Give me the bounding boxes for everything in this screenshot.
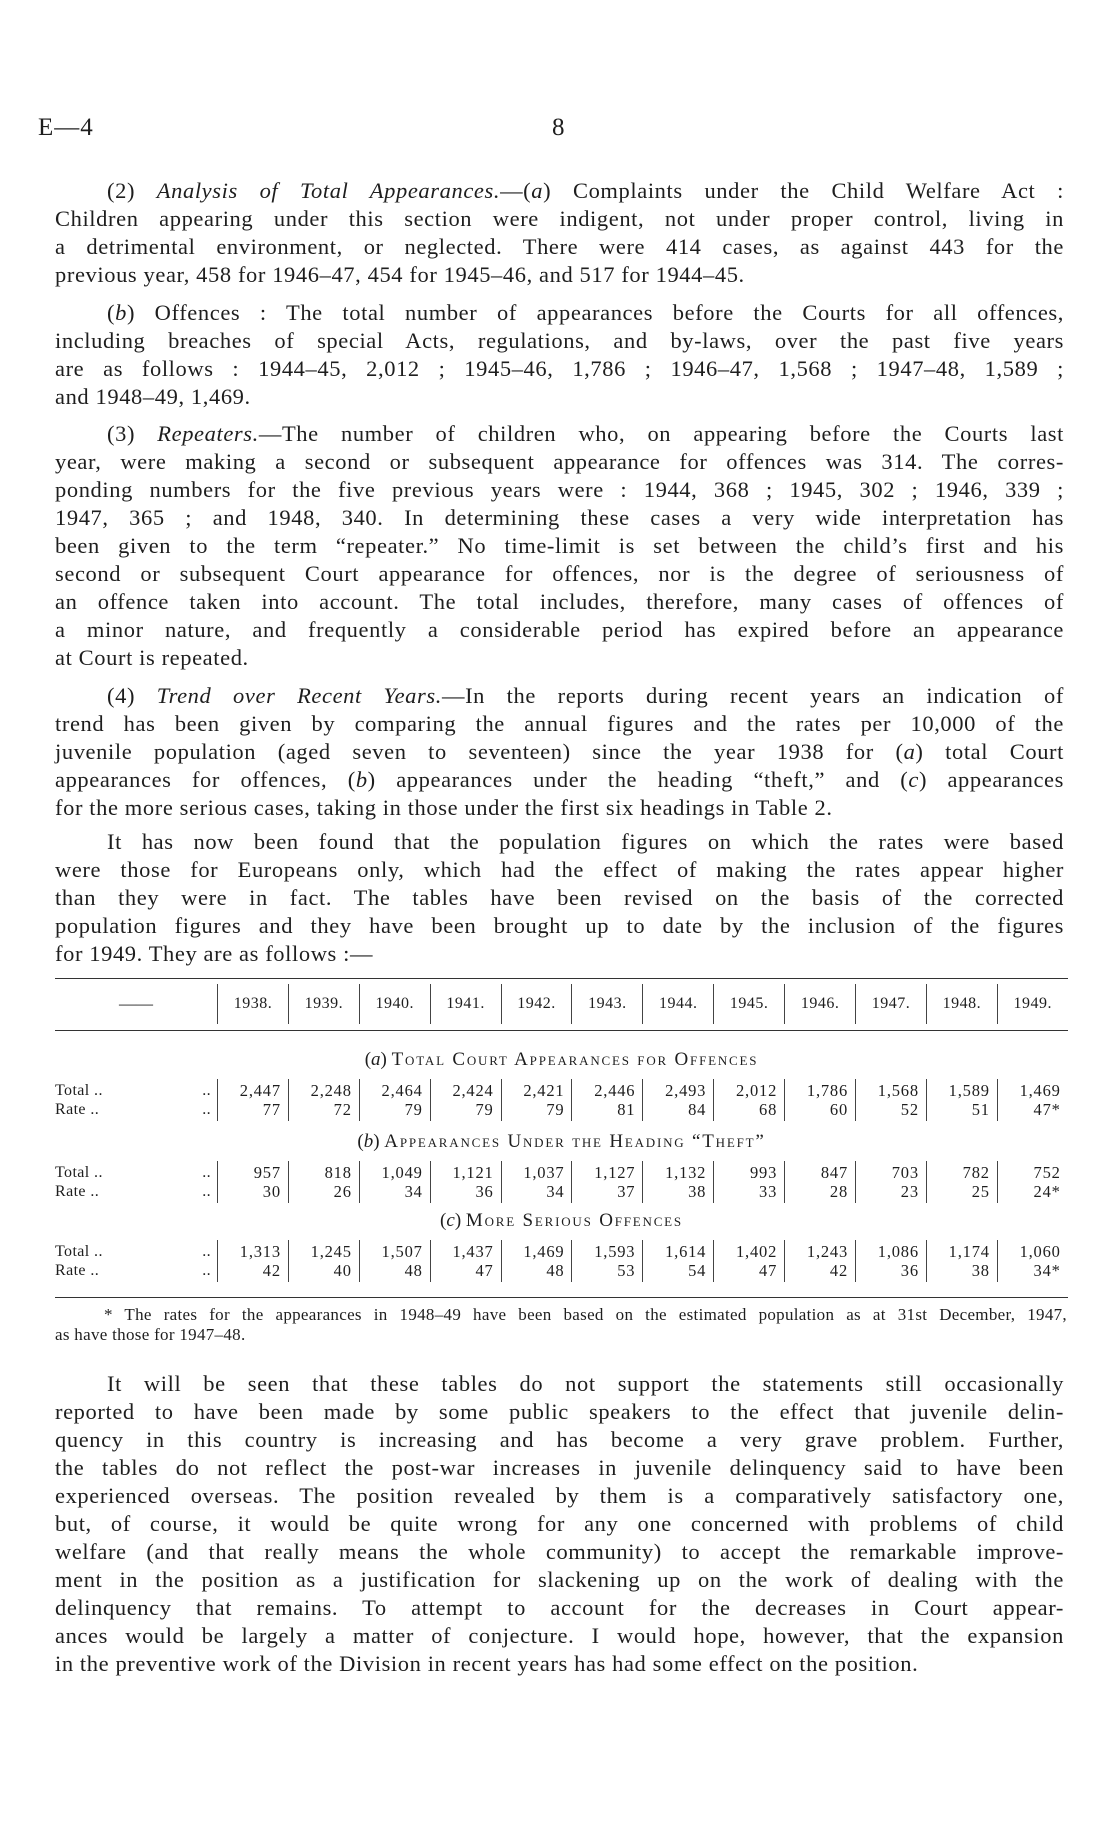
table-cell: 703 [855, 1161, 926, 1182]
table-cell: 26 [288, 1182, 359, 1203]
paragraph-analysis-of-appearances [55, 177, 1064, 289]
text-line: were those for Europeans only, which had the effect of making the rates appear higher [55, 857, 1064, 882]
small-caps-run: More Serious Offences [465, 1210, 683, 1231]
text-run: (4) [107, 683, 157, 708]
table-cell: 1,060 [997, 1240, 1068, 1261]
year-column-header: 1939. [288, 984, 359, 1024]
table-cell: 2,424 [430, 1079, 501, 1100]
text-line [55, 299, 1064, 327]
table-cell: 47* [997, 1100, 1068, 1121]
leader-dots: .. [202, 1101, 211, 1118]
table-cell: 42 [217, 1261, 288, 1282]
table-cell: 1,469 [501, 1240, 572, 1261]
table-section-data [55, 1161, 1068, 1203]
text-line: but, of course, it would be quite wrong for any one concerned with problems of child [55, 1511, 1064, 1536]
table-corner-dash: —— [119, 994, 153, 1013]
text-line: population figures and they have been brought up to date by the inclusion of the figures [55, 913, 1064, 938]
paragraph-trend-over-recent-years [55, 682, 1064, 822]
text-line [55, 766, 1064, 794]
text-run: ( [364, 1049, 372, 1070]
section-reference: E—4 [38, 114, 94, 141]
italic-run: Trend over Recent Years. [156, 683, 442, 708]
text-line [55, 682, 1064, 710]
text-line: than they were in fact. The tables have been revised on the basis of the corrected [55, 885, 1064, 910]
table-cell: 23 [855, 1182, 926, 1203]
table-cell: 37 [571, 1182, 642, 1203]
text-line: delinquency that remains. To attempt to account for the decreases in Court appear- [55, 1595, 1064, 1620]
text-run: (3) [107, 421, 158, 446]
table-cell: 51 [926, 1100, 997, 1121]
paragraph-conclusion [55, 1370, 1064, 1678]
text-line: the tables do not reflect the post-war increases in juvenile delinquency said to have been [55, 1455, 1064, 1480]
year-column-header: 1946. [784, 984, 855, 1024]
table-cell: 1,127 [571, 1161, 642, 1182]
table-cell: 52 [855, 1100, 926, 1121]
text-line [55, 738, 1064, 766]
text-line: year, were making a second or subsequent appearance for offences was 314. The corres- [55, 449, 1064, 474]
table-cell: 1,568 [855, 1079, 926, 1100]
year-column-header: 1942. [501, 984, 572, 1024]
table-cell: 79 [359, 1100, 430, 1121]
year-column-header: 1947. [855, 984, 926, 1024]
italic-run: c [446, 1210, 455, 1231]
table-cell: 2,446 [571, 1079, 642, 1100]
table-cell: 33 [713, 1182, 784, 1203]
table-cell: 38 [926, 1261, 997, 1282]
text-line: It will be seen that these tables do not support the statements still occasionally [107, 1371, 1064, 1396]
table-top-rule [55, 978, 1068, 979]
row-label [55, 1182, 217, 1203]
row-label [55, 1161, 217, 1182]
text-line: Children appearing under this section were indigent, not under proper control, living in [55, 206, 1064, 231]
row-label [55, 1240, 217, 1261]
table-cell: 28 [784, 1182, 855, 1203]
row-label [55, 1079, 217, 1100]
table-cell: 48 [359, 1261, 430, 1282]
text-line: an offence taken into account. The total includes, therefore, many cases of offences of [55, 589, 1064, 614]
italic-run: c [908, 767, 919, 792]
row-label [55, 1100, 217, 1121]
table-cell: 47 [430, 1261, 501, 1282]
table-row [55, 1161, 1068, 1182]
table-row [55, 1261, 1068, 1282]
table-cell: 1,243 [784, 1240, 855, 1261]
table-cell: 77 [217, 1100, 288, 1121]
text-line: been given to the term “repeater.” No time-limit is set between the child’s first and his [55, 533, 1064, 558]
text-run: ( [357, 1131, 364, 1152]
leader-dots: .. [202, 1183, 211, 1200]
table-cell: 36 [855, 1261, 926, 1282]
table-cell: 34 [501, 1182, 572, 1203]
text-line: * The rates for the appearances in 1948–49 have been based on the estimated population as at 31st December, 1947, [104, 1305, 1067, 1324]
leader-dots: .. [202, 1164, 211, 1181]
italic-run: b [115, 300, 127, 325]
text-line [55, 420, 1064, 448]
table-cell: 53 [571, 1261, 642, 1282]
table-cell: 1,402 [713, 1240, 784, 1261]
row-label-text: Total .. [55, 1164, 103, 1181]
text-run: appearances for offences, ( [55, 767, 356, 792]
appearances-table [55, 976, 1068, 1302]
paragraph-offences [55, 299, 1064, 411]
table-cell: 1,614 [642, 1240, 713, 1261]
table-cell: 2,464 [359, 1079, 430, 1100]
table-section-title [55, 1048, 1068, 1072]
table-section-data [55, 1240, 1068, 1282]
year-column-header: 1949. [997, 984, 1068, 1024]
table-cell: 34 [359, 1182, 430, 1203]
table-cell: 1,132 [642, 1161, 713, 1182]
table-cell: 79 [430, 1100, 501, 1121]
table-cell: 84 [642, 1100, 713, 1121]
text-line: ances would be largely a matter of conjecture. I would hope, however, that the expansion [55, 1623, 1064, 1648]
table-row [55, 1100, 1068, 1121]
text-line: including breaches of special Acts, regulations, and by-laws, over the past five years [55, 328, 1064, 353]
table-section-title [55, 1209, 1068, 1233]
table-cell: 2,012 [713, 1079, 784, 1100]
table-cell: 72 [288, 1100, 359, 1121]
table-cell: 36 [430, 1182, 501, 1203]
text-line: 1947, 365 ; and 1948, 340. In determining these cases a very wide interpretation has [55, 505, 1064, 530]
table-section-theft [55, 1130, 1068, 1210]
table-section-total-court-appearances [55, 1048, 1068, 1128]
table-section-data [55, 1079, 1068, 1121]
year-column-header: 1948. [926, 984, 997, 1024]
text-line: ponding numbers for the five previous years were : 1944, 368 ; 1945, 302 ; 1946, 339 ; [55, 477, 1064, 502]
text-run: —In the reports during recent years an indication of [441, 683, 1064, 708]
italic-run: a [371, 1049, 381, 1070]
text-run: ) Complaints under the Child Welfare Act : [543, 178, 1064, 203]
text-run: ( [440, 1210, 447, 1231]
table-section-more-serious-offences [55, 1209, 1068, 1289]
leader-dots: .. [202, 1262, 211, 1279]
table-cell: 24* [997, 1182, 1068, 1203]
table-cell: 1,037 [501, 1161, 572, 1182]
text-line: ment in the position as a justification for slackening up on the work of dealing with the [55, 1567, 1064, 1592]
text-line: and 1948–49, 1,469. [55, 384, 251, 409]
leader-dots: .. [202, 1082, 211, 1099]
text-run: ) total Court [915, 739, 1064, 764]
paragraph-repeaters [55, 420, 1064, 672]
table-section-title [55, 1130, 1068, 1154]
row-label-text: Rate .. [55, 1101, 100, 1118]
text-line: welfare (and that really means the whole community) to accept the remarkable improve- [55, 1539, 1064, 1564]
table-cell: 79 [501, 1100, 572, 1121]
table-bottom-rule [55, 1297, 1068, 1298]
table-cell: 81 [571, 1100, 642, 1121]
text-line: as have those for 1947–48. [55, 1325, 246, 1344]
table-cell: 25 [926, 1182, 997, 1203]
text-line: a detrimental environment, or neglected. There were 414 cases, as against 443 for the [55, 234, 1064, 259]
table-cell: 38 [642, 1182, 713, 1203]
text-line: reported to have been made by some public speakers to the effect that juvenile delin- [55, 1399, 1064, 1424]
table-cell: 818 [288, 1161, 359, 1182]
text-run: ) Offences : The total number of appearances before the Courts for all offences, [126, 300, 1064, 325]
table-cell: 40 [288, 1261, 359, 1282]
table-cell: 2,248 [288, 1079, 359, 1100]
table-header-rule [55, 1030, 1068, 1031]
text-line: a minor nature, and frequently a considerable period has expired before an appearance [55, 617, 1064, 642]
text-line: experienced overseas. The position revealed by them is a comparatively satisfactory one, [55, 1483, 1064, 1508]
italic-run: b [355, 767, 368, 792]
table-cell: 1,469 [997, 1079, 1068, 1100]
table-cell: 1,121 [430, 1161, 501, 1182]
table-cell: 30 [217, 1182, 288, 1203]
italic-run: a [903, 739, 916, 764]
table-cell: 993 [713, 1161, 784, 1182]
text-line: trend has been given by comparing the annual figures and the rates per 10,000 of the [55, 711, 1064, 736]
table-footnote [55, 1305, 1067, 1345]
table-cell: 47 [713, 1261, 784, 1282]
table-cell: 782 [926, 1161, 997, 1182]
text-line: for 1949. They are as follows :— [55, 941, 374, 966]
table-cell: 2,493 [642, 1079, 713, 1100]
table-cell: 48 [501, 1261, 572, 1282]
italic-run: a [531, 178, 544, 203]
italic-run: Analysis of Total Appearances. [156, 178, 501, 203]
row-label-text: Rate .. [55, 1183, 100, 1200]
text-line: It has now been found that the population figures on which the rates were based [107, 829, 1064, 854]
text-line: at Court is repeated. [55, 645, 249, 670]
year-column-header: 1944. [642, 984, 713, 1024]
table-cell: 68 [713, 1100, 784, 1121]
row-label-text: Rate .. [55, 1262, 100, 1279]
table-cell: 60 [784, 1100, 855, 1121]
italic-run: Repeaters. [157, 421, 259, 446]
text-line: in the preventive work of the Division in recent years has had some effect on the position. [55, 1651, 919, 1676]
table-cell: 1,786 [784, 1079, 855, 1100]
table-row [55, 1079, 1068, 1100]
table-cell: 1,174 [926, 1240, 997, 1261]
leader-dots: .. [202, 1243, 211, 1260]
table-cell: 1,049 [359, 1161, 430, 1182]
table-cell: 2,421 [501, 1079, 572, 1100]
table-cell: 957 [217, 1161, 288, 1182]
table-cell: 54 [642, 1261, 713, 1282]
table-cell: 1,437 [430, 1240, 501, 1261]
row-label-text: Total .. [55, 1243, 103, 1260]
text-run: juvenile population (aged seven to seventeen) since the year 1938 for ( [55, 739, 904, 764]
table-row [55, 1240, 1068, 1261]
table-cell: 1,589 [926, 1079, 997, 1100]
text-line: second or subsequent Court appearance for offences, nor is the degree of seriousness of [55, 561, 1064, 586]
table-cell: 2,447 [217, 1079, 288, 1100]
italic-run: b [363, 1131, 374, 1152]
small-caps-run: Total Court Appearances for Offences [391, 1049, 759, 1070]
year-column-header: 1938. [217, 984, 288, 1024]
row-label [55, 1261, 217, 1282]
paragraph-revised-population-figures [55, 828, 1064, 968]
year-column-header: 1943. [571, 984, 642, 1024]
text-line: quency in this country is increasing and has become a very grave problem. Further, [55, 1427, 1064, 1452]
text-run: ) [373, 1131, 385, 1152]
table-cell: 1,313 [217, 1240, 288, 1261]
table-cell: 1,086 [855, 1240, 926, 1261]
table-cell: 34* [997, 1261, 1068, 1282]
table-row [55, 1182, 1068, 1203]
table-cell: 42 [784, 1261, 855, 1282]
text-run: ) appearances under the heading “theft,” and ( [367, 767, 909, 792]
text-run: ) [454, 1210, 466, 1231]
text-run: —The number of children who, on appearing before the Courts last [258, 421, 1064, 446]
year-column-header: 1941. [430, 984, 501, 1024]
table-cell: 1,507 [359, 1240, 430, 1261]
table-cell: 847 [784, 1161, 855, 1182]
text-line: for the more serious cases, taking in those under the first six headings in Table 2. [55, 795, 833, 820]
small-caps-run: Appearances Under the Heading “Theft” [384, 1131, 766, 1152]
table-header-row [55, 984, 1068, 1024]
row-label-text: Total .. [55, 1082, 103, 1099]
table-cell: 1,245 [288, 1240, 359, 1261]
text-run: ) appearances [918, 767, 1064, 792]
text-line [55, 177, 1064, 205]
page-number: 8 [552, 114, 565, 141]
text-run: ( [107, 300, 116, 325]
text-line: are as follows : 1944–45, 2,012 ; 1945–46, 1,786 ; 1946–47, 1,568 ; 1947–48, 1,589 ; [55, 356, 1064, 381]
year-column-header: 1945. [713, 984, 784, 1024]
table-cell: 1,593 [571, 1240, 642, 1261]
year-column-header: 1940. [359, 984, 430, 1024]
text-run: ) [380, 1049, 392, 1070]
text-line: previous year, 458 for 1946–47, 454 for 1945–46, and 517 for 1944–45. [55, 262, 745, 287]
table-cell: 752 [997, 1161, 1068, 1182]
text-run: (2) [107, 178, 157, 203]
text-run: —( [500, 178, 532, 203]
